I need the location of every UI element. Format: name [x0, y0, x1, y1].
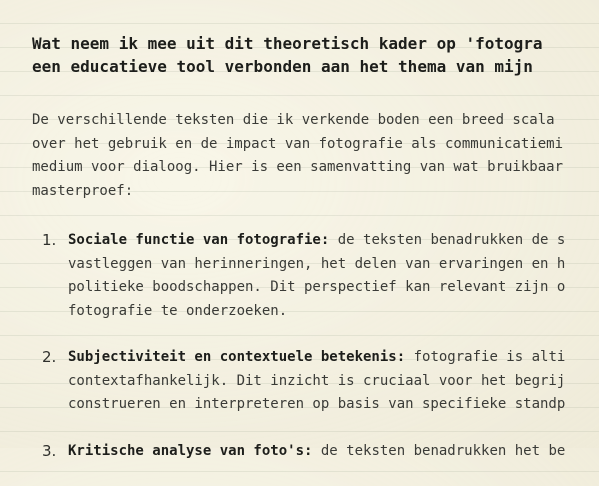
- numbered-list: [32, 229, 599, 463]
- intro-line-1: De verschillende teksten die ik verkende boden een breed scala: [32, 112, 555, 128]
- list-number: 3.: [42, 441, 57, 460]
- list-item-text: fotografie is alti: [405, 349, 566, 365]
- list-item: [32, 346, 599, 417]
- list-item-title: Sociale functie van fotografie:: [68, 232, 330, 248]
- list-item-text: de teksten benadrukken de s: [329, 232, 566, 248]
- list-item-title: Kritische analyse van foto's:: [68, 442, 313, 459]
- intro-line-3: medium voor dialoog. Hier is een samenvatting van wat bruikbaar: [32, 159, 564, 175]
- intro-line-4: masterproef:: [32, 182, 134, 199]
- list-item-title: Subjectiviteit en contextuele betekenis:: [68, 349, 406, 365]
- document: [32, 32, 599, 486]
- list-item-text: politieke boodschappen. Dit perspectief kan relevant zijn o: [68, 279, 566, 295]
- list-item-text: de teksten benadrukken het be: [312, 442, 566, 459]
- heading-line-1: Wat neem ik mee uit dit theoretisch kader op 'fotogra: [32, 34, 543, 53]
- list-item-text: fotografie te onderzoeken.: [68, 302, 288, 319]
- heading-line-2: een educatieve tool verbonden aan het thema van mijn: [32, 57, 533, 76]
- list-number: 1.: [42, 231, 57, 249]
- section-heading: [32, 32, 599, 78]
- list-item-text: construeren en interpreteren op basis van specifieke standp: [68, 396, 566, 412]
- list-item-text: vastleggen van herinneringen, het delen van ervaringen en h: [68, 255, 566, 272]
- list-number: 2.: [42, 348, 57, 366]
- list-item: [32, 440, 599, 464]
- list-item-text: contextafhankelijk. Dit inzicht is cruciaal voor het begrij: [68, 372, 566, 389]
- intro-paragraph: [32, 109, 599, 203]
- list-item: [32, 229, 599, 323]
- intro-line-2: over het gebruik en de impact van fotografie als communicatiemi: [32, 135, 564, 152]
